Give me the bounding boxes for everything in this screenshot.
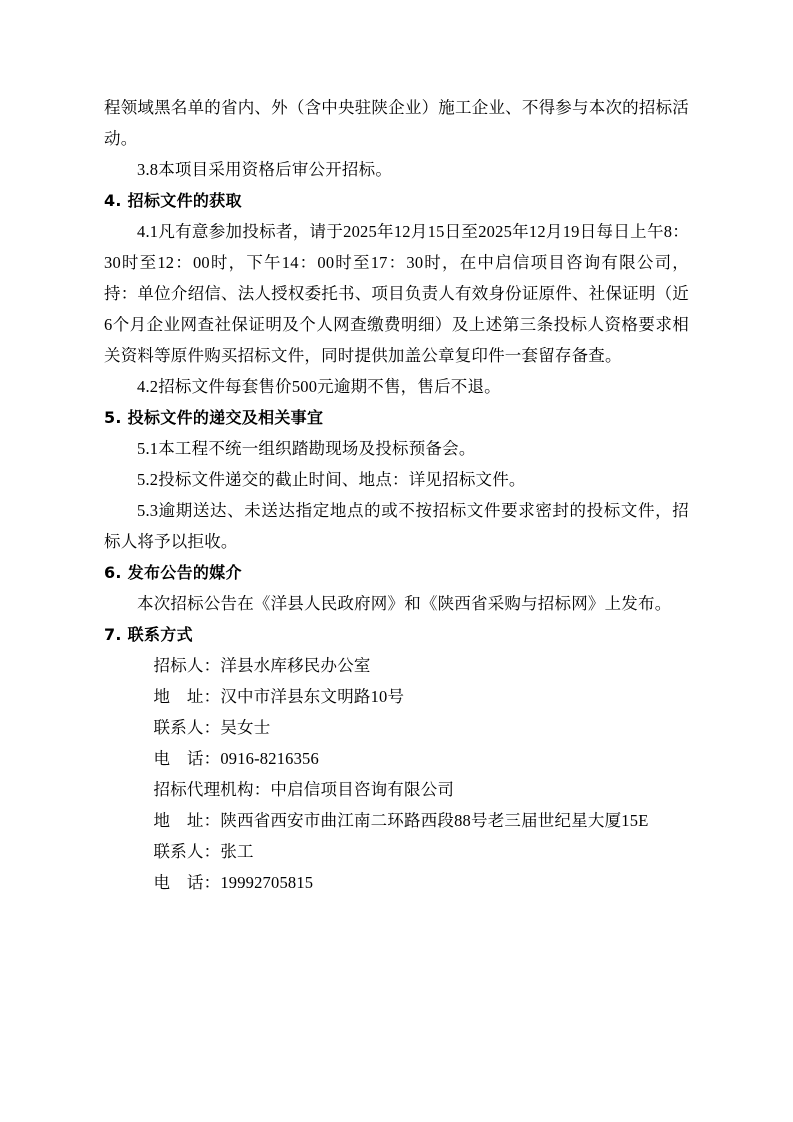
contact-separator: ： [253, 780, 271, 799]
contact-label: 电 话 [153, 873, 204, 892]
heading-section-4: 4. 招标文件的获取 [104, 191, 242, 210]
contact-value: 张工 [220, 842, 254, 861]
contact-row-agency [104, 774, 689, 805]
contact-label: 电 话 [153, 749, 204, 768]
contact-row-person [104, 712, 689, 743]
paragraph-5-3: 5.3逾期送达、未送达指定地点的或不按招标文件要求密封的投标文件，招标人将予以拒收。 [104, 501, 689, 551]
contact-row-tenderer [104, 650, 689, 681]
contact-label: 联系人 [153, 718, 204, 737]
contact-label: 地 址 [153, 811, 204, 830]
heading-section-7: 7. 联系方式 [104, 625, 193, 644]
contact-row-agency-address [104, 805, 689, 836]
contact-separator: ： [203, 811, 221, 830]
contact-label: 招标代理机构 [153, 780, 254, 799]
paragraph-4-1: 4.1凡有意参加投标者，请于2025年12月15日至2025年12月19日每日上午8：30时至12：00时，下午14：00时至17：30时，在中启信项目咨询有限公司，持：单位介绍信、法人授权委托书、项目负责人有效身份证原件、社保证明（近6个月企业网查社保证明及个人网查缴费明细）及上述第三条投标人资格要求相关资料等原件购买招标文件，同时提供加盖公章复印件一套留存备查。 [104, 222, 689, 365]
paragraph-4-2: 4.2招标文件每套售价500元逾期不售，售后不退。 [137, 377, 501, 396]
paragraph-5-2: 5.2投标文件递交的截止时间、地点：详见招标文件。 [137, 470, 526, 489]
contact-separator: ： [203, 873, 221, 892]
contact-separator: ： [203, 842, 221, 861]
paragraph-blacklist: 程领域黑名单的省内、外（含中央驻陕企业）施工企业、不得参与本次的招标活动。 [104, 98, 689, 148]
contact-value: 19992705815 [220, 873, 314, 892]
contact-separator: ： [203, 656, 221, 675]
contact-row-phone [104, 743, 689, 774]
contact-separator: ： [203, 749, 221, 768]
contact-label: 联系人 [153, 842, 204, 861]
contact-value: 汉中市洋县东文明路10号 [220, 687, 405, 706]
contact-value: 中启信项目咨询有限公司 [270, 780, 455, 799]
paragraph-6-1: 本次招标公告在《洋县人民政府网》和《陕西省采购与招标网》上发布。 [137, 594, 672, 613]
contact-separator: ： [203, 687, 221, 706]
heading-section-5: 5. 投标文件的递交及相关事宜 [104, 408, 324, 427]
contact-value: 陕西省西安市曲江南二环路西段88号老三届世纪星大厦15E [220, 811, 649, 830]
heading-section-6: 6. 发布公告的媒介 [104, 563, 242, 582]
contact-separator: ： [203, 718, 221, 737]
paragraph-3-8: 3.8本项目采用资格后审公开招标。 [137, 160, 393, 179]
contact-value: 吴女士 [220, 718, 271, 737]
contact-row-address [104, 681, 689, 712]
contact-label: 招标人 [153, 656, 204, 675]
contact-list [104, 650, 689, 898]
paragraph-5-1: 5.1本工程不统一组织踏勘现场及投标预备会。 [137, 439, 476, 458]
contact-label: 地 址 [153, 687, 204, 706]
document-body [104, 92, 689, 898]
contact-row-agency-phone [104, 867, 689, 898]
contact-value: 0916-8216356 [220, 749, 319, 768]
contact-value: 洋县水库移民办公室 [220, 656, 371, 675]
contact-row-agency-person [104, 836, 689, 867]
